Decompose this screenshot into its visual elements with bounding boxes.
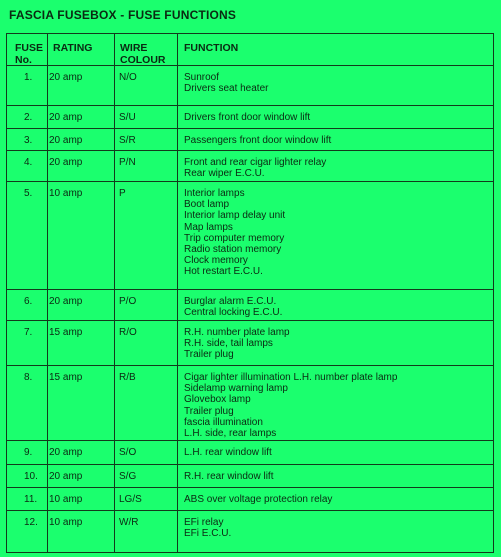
fuse-function-list [184, 296, 282, 318]
wire-colour: S/G [119, 471, 137, 482]
fuse-rating: 15 amp [49, 327, 83, 338]
fuse-number: 8. [24, 372, 33, 383]
fuse-function: Glovebox lamp [184, 394, 251, 406]
column-divider [177, 34, 178, 552]
fuse-function: Boot lamp [184, 199, 230, 211]
fuse-number: 1. [24, 72, 33, 83]
wire-colour: S/R [119, 135, 136, 146]
page-title: FASCIA FUSEBOX - FUSE FUNCTIONS [9, 8, 237, 22]
wire-colour: R/B [119, 372, 136, 383]
fuse-number: 12. [24, 517, 38, 528]
fuse-function: Trailer plug [184, 405, 234, 417]
fuse-function: EFi relay [184, 517, 224, 528]
fuse-function: fascia illumination [184, 416, 263, 428]
wire-colour: S/U [119, 112, 136, 123]
fuse-function: Front and rear cigar lighter relay [184, 157, 327, 168]
header-function: FUNCTION [184, 42, 239, 54]
fuse-function: Interior lamps [184, 188, 245, 199]
fuse-function: Central locking E.C.U. [184, 307, 283, 319]
fuse-rating: 10 amp [49, 494, 83, 505]
fuse-rating: 20 amp [49, 471, 83, 482]
header-rating: RATING [53, 42, 93, 54]
fuse-rating: 20 amp [49, 157, 83, 168]
row-divider [7, 487, 493, 488]
fuse-function: EFi E.C.U. [184, 528, 232, 540]
fuse-function: L.H. side, rear lamps [184, 427, 277, 439]
fuse-function-list [184, 471, 273, 482]
wire-colour: S/O [119, 447, 137, 458]
fuse-function: Interior lamp delay unit [184, 210, 286, 222]
fuse-function: Radio station memory [184, 243, 282, 255]
fuse-function: Cigar lighter illumination L.H. number plate lamp [184, 372, 398, 383]
fuse-table [6, 33, 494, 553]
fuse-function: R.H. number plate lamp [184, 327, 290, 338]
fuse-function-list [184, 327, 290, 361]
fuse-number: 6. [24, 296, 33, 307]
fuse-function-list [184, 112, 310, 123]
fuse-rating: 10 amp [49, 188, 83, 199]
fuse-rating: 20 amp [49, 112, 83, 123]
fuse-function: Passengers front door window lift [184, 135, 332, 146]
fuse-number: 5. [24, 188, 33, 199]
header-fuse: FUSE No. [15, 42, 44, 66]
fuse-function: Map lamps [184, 221, 233, 233]
fuse-function: Rear wiper E.C.U. [184, 168, 265, 180]
row-divider [7, 181, 493, 182]
column-divider [47, 34, 48, 552]
fuse-function: Hot restart E.C.U. [184, 266, 263, 278]
header-wire-colour: WIRE COLOUR [120, 42, 166, 66]
fuse-number: 10. [24, 471, 38, 482]
wire-colour: R/O [119, 327, 137, 338]
fuse-function-list [184, 372, 397, 439]
wire-colour: W/R [119, 517, 139, 528]
fuse-function: Sidelamp warning lamp [184, 383, 288, 395]
fuse-function: L.H. rear window lift [184, 447, 272, 458]
row-divider [7, 289, 493, 290]
fuse-function: R.H. rear window lift [184, 471, 274, 482]
fuse-number: 3. [24, 135, 33, 146]
wire-colour: P/N [119, 157, 136, 168]
fuse-function: Clock memory [184, 255, 248, 267]
fuse-rating: 10 amp [49, 517, 83, 528]
fuse-function: Trip computer memory [184, 232, 285, 244]
fuse-function-list [184, 157, 326, 179]
wire-colour: N/O [119, 72, 137, 83]
fuse-function-list [184, 135, 331, 146]
fuse-function: Drivers front door window lift [184, 112, 311, 123]
fuse-function: Drivers seat heater [184, 83, 269, 95]
fuse-function-list [184, 494, 332, 505]
row-divider [7, 464, 493, 465]
fuse-function-list [184, 447, 272, 458]
row-divider [7, 365, 493, 366]
fuse-rating: 20 amp [49, 447, 83, 458]
fuse-rating: 20 amp [49, 135, 83, 146]
row-divider [7, 510, 493, 511]
fuse-number: 2. [24, 112, 33, 123]
wire-colour: LG/S [119, 494, 142, 505]
column-divider [114, 34, 115, 552]
fuse-number: 11. [24, 494, 38, 505]
fuse-rating: 20 amp [49, 72, 83, 83]
fuse-function: Trailer plug [184, 349, 234, 361]
fuse-function-list [184, 72, 268, 94]
fuse-function: Burglar alarm E.C.U. [184, 296, 277, 307]
fuse-function-list [184, 517, 231, 539]
fuse-number: 4. [24, 157, 33, 168]
wire-colour: P [119, 188, 126, 199]
fuse-rating: 15 amp [49, 372, 83, 383]
fuse-function: Sunroof [184, 72, 220, 83]
row-divider [7, 150, 493, 151]
fuse-rating: 20 amp [49, 296, 83, 307]
wire-colour: P/O [119, 296, 137, 307]
fuse-function: ABS over voltage protection relay [184, 494, 333, 505]
row-divider [7, 128, 493, 129]
row-divider [7, 105, 493, 106]
row-divider [7, 440, 493, 441]
row-divider [7, 65, 493, 66]
fuse-function: R.H. side, tail lamps [184, 338, 273, 350]
fuse-function-list [184, 188, 285, 278]
row-divider [7, 320, 493, 321]
fuse-number: 7. [24, 327, 33, 338]
fuse-number: 9. [24, 447, 33, 458]
